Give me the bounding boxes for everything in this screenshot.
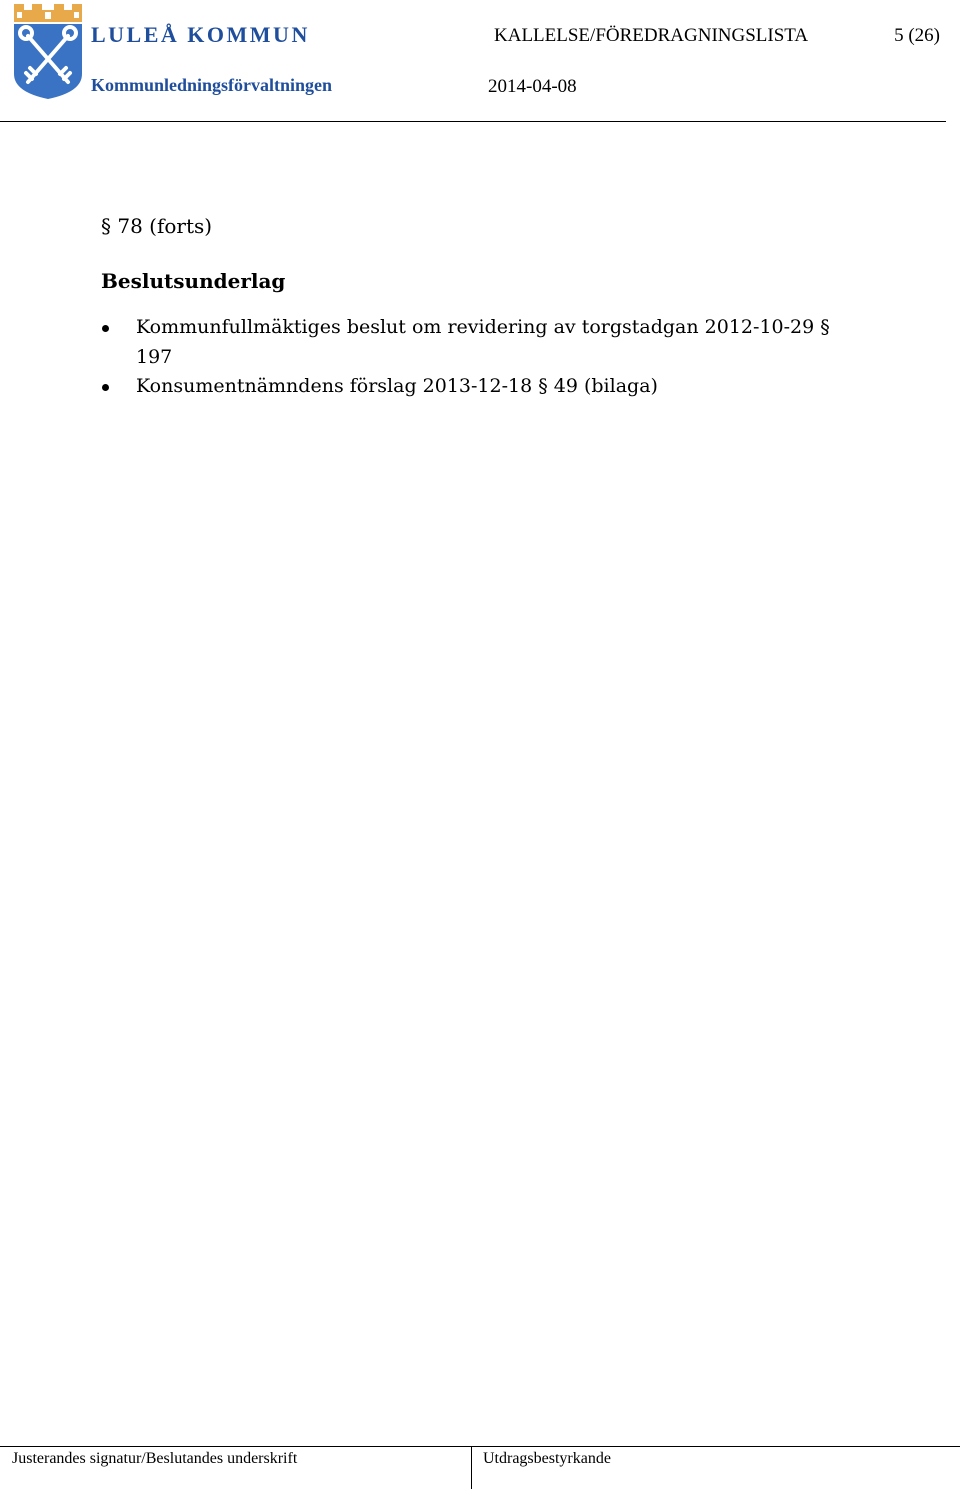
list-item-text: Konsumentnämndens förslag 2013-12-18 § 49 (bilaga) (136, 375, 658, 397)
footer-column-divider (471, 1446, 472, 1489)
signature-label: Justerandes signatur/Beslutandes underskrift (12, 1450, 298, 1467)
bullet-icon (102, 325, 109, 332)
certification-label: Utdragsbestyrkande (483, 1450, 611, 1467)
header-divider (0, 121, 946, 122)
department-name: Kommunledningsförvaltningen (91, 75, 333, 95)
document-date: 2014-04-08 (488, 76, 577, 97)
list-item-text: Kommunfullmäktiges beslut om revidering av torgstadgan 2012-10-29 § 197 (136, 316, 830, 368)
section-heading: Beslutsunderlag (101, 269, 286, 293)
section-reference: § 78 (forts) (101, 214, 213, 238)
decision-basis-list (101, 313, 841, 402)
document-type: KALLELSE/FÖREDRAGNINGSLISTA (494, 25, 809, 46)
footer-divider (0, 1446, 960, 1447)
crossed-keys-crest-icon (12, 2, 84, 100)
org-name: LULEÅ KOMMUN (91, 22, 310, 47)
list-item (101, 313, 841, 372)
page-number: 5 (26) (894, 25, 940, 46)
list-item (101, 372, 841, 402)
bullet-icon (102, 384, 109, 391)
